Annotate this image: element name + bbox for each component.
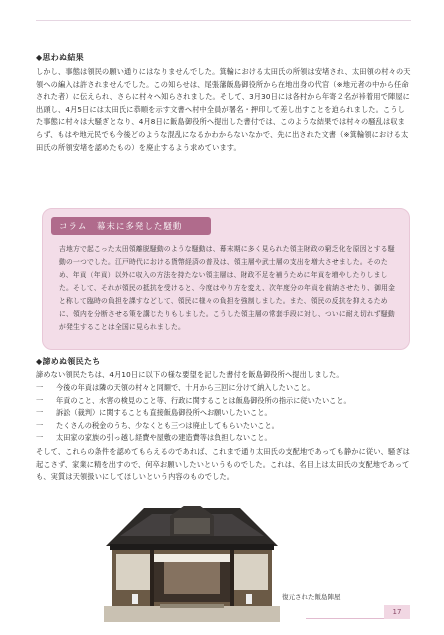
column-title: コラム 幕末に多発した騒動 xyxy=(59,222,183,232)
dash-marker: 一 xyxy=(36,383,44,392)
demand-item xyxy=(36,382,412,395)
body-paragraph: しかし、事態は領民の願い通りにはなりませんでした。箕輪における太田氏の所領は安堵され、太田領の村々の天領への編入は許されませんでした。この知らせは、尾張藩飯島御役所から在地出身の代官（※地元者の中から任命された者）に伝えられ、さらに村々へ知らされました。そして、3月30日には各村から年寄２名が裃着用で陣屋に出頭し、4月5日には太田氏に恭順を示す文書へ村中全員が署名・押印して差し出すことを迫られました。こうした事態に村々は大騒ぎとなり、4月8日に飯島御役所へ提出した書付では、このような結果では村々の騒乱は収まらず、もはや地元民でも今後どのような混乱になるかわからないなかで、先に出された文書（※箕輪領における太田氏の所領安堵を認めたもの）を廃止するよう求めています。 xyxy=(36,67,411,152)
jinya-building-illustration xyxy=(104,506,280,622)
demand-item xyxy=(36,432,412,445)
dash-marker: 一 xyxy=(36,408,44,418)
column-title-bar xyxy=(51,217,211,235)
top-rule xyxy=(36,20,411,21)
closing-paragraph: そして、これらの条件を認めてもらえるのであれば、これまで通り太田氏の支配地であっても静かに従い、騒ぎは起こさず、家業に精を出すので、何卒お願いしたいというものでした。これは、名目上は太田氏の支配地であっても、実質は天領扱いにしてほしいという内容のものでした。 xyxy=(36,447,411,482)
section-heading-persistent-villagers: ◆諦めぬ領民たち xyxy=(36,357,101,366)
dash-marker: 一 xyxy=(36,395,44,405)
intro-paragraph: 諦めない領民たちは、4月10日に以下の様な要望を記した書付を飯島御役所へ提出しました。 xyxy=(36,370,344,379)
column-box xyxy=(42,208,410,350)
section-heading-unexpected-result: ◆思わぬ結果 xyxy=(36,53,84,62)
demand-text: 太田家の家族の引っ越し経費や屋敷の建造費等は負担しないこと。 xyxy=(56,433,272,443)
page-number: 17 xyxy=(384,605,410,619)
demand-item xyxy=(36,420,412,433)
photo-caption: 復元された飯島陣屋 xyxy=(282,593,341,601)
demand-item xyxy=(36,407,412,420)
demand-text: 年貢のこと、水害の検見のこと等、行政に関することは飯島御役所の指示に従いたいこと。 xyxy=(56,395,351,405)
jinya-photo xyxy=(104,506,280,622)
demand-item xyxy=(36,395,412,408)
demand-text: 今後の年貢は隣の天領の村々と同額で、十月から三回に分けて納入したいこと。 xyxy=(56,383,315,392)
dash-marker: 一 xyxy=(36,433,44,443)
section-closing xyxy=(36,446,412,484)
demand-text: 訴訟（裁判）に関することも直接飯島御役所へお願いしたいこと。 xyxy=(56,408,272,418)
demand-text: たくさんの税金のうち、少なくとも三つは廃止してもらいたいこと。 xyxy=(56,420,279,430)
column-text: 吉地方で起こった太田領離脱騒動のような騒動は、幕末期に多く見られた領主財政の窮乏化を原因とする騒動の一つでした。江戸時代における貨幣経済の普及は、領主層や武士層の支出を増大させました。そのため、年貢（年貢）以外に収入の方法を持たない領主層は、財政不足を補うために年貢を増やしたりしました。そして、それが領民の抵抗を受けると、今度はやり方を変え、次年度分の年貢を前納させたり、御用金と称して臨時の負担を課すなどして、領民に様々の負担を強制しました。また、領民の反抗を抑えるために、領内を分断させる策を講じたりもしました。こうした領主層の常套手段に対し、ついに耐え切れず騒動が発生することは全国に見られました。 xyxy=(59,245,396,331)
demand-list xyxy=(36,382,412,445)
dash-marker: 一 xyxy=(36,420,44,430)
section-body-unexpected-result xyxy=(36,66,412,154)
section-intro xyxy=(36,369,412,382)
